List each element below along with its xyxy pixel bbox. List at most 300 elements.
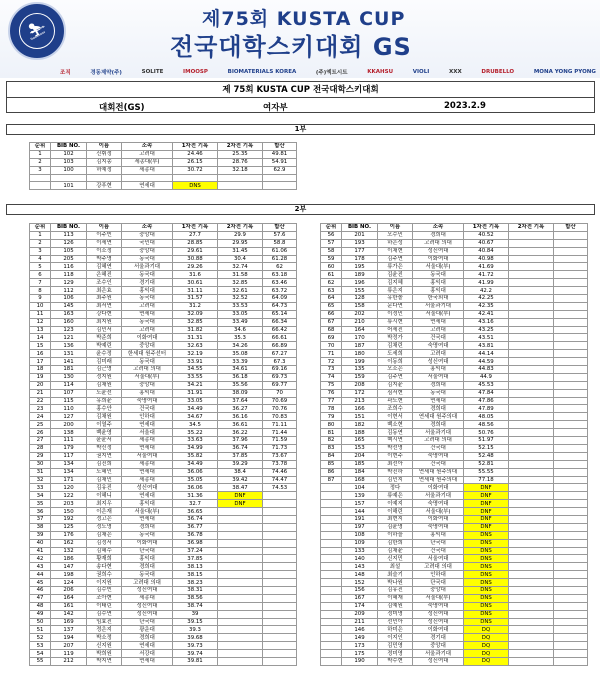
cell-bib: 151 [342,413,378,421]
cell-bib: 140 [342,555,378,563]
cell-bib: 148 [342,571,378,579]
cell-rank [321,579,342,587]
cell-run1: 42.35 [464,302,509,310]
cell-run2 [509,547,554,555]
results-title: 제 75회 KUSTA CUP 전국대학스키대회 [222,85,379,95]
cell-rank: 1 [30,231,51,239]
cell-bib: 155 [342,287,378,295]
col-header-run1: 1차전 기록 [464,224,509,232]
cell-bib: 188 [342,429,378,437]
cell-total: 74.53 [263,484,297,492]
cell-run2 [218,579,263,587]
cell-rank: 41 [30,547,51,555]
table-row [30,610,297,618]
cell-team: 숙명여대 [413,523,464,531]
cell-total [554,563,588,571]
cell-rank [321,531,342,539]
cell-total [554,650,588,658]
cell-run1: 43.25 [464,326,509,334]
results-header [6,81,595,113]
cell-run2 [509,405,554,413]
cell-run2 [509,563,554,571]
cell-run1: DNS [464,547,509,555]
cell-bib: 208 [342,381,378,389]
cell-team: 동국대 [122,358,173,366]
cell-total [554,279,588,287]
cell-team: 연세대 [122,642,173,650]
cell-bib: 187 [342,342,378,350]
table-row [30,287,297,295]
cell-team: 단국대 [413,539,464,547]
cell-run2: DNF [218,492,263,500]
cell-run1: 51.97 [464,437,509,445]
cell-total [554,586,588,594]
cell-rank: 3 [30,166,51,174]
table-row [321,413,588,421]
cell-team: 연세대 [122,182,173,190]
cell-rank: 52 [30,634,51,642]
cell-run2 [218,657,263,665]
table-row [321,373,588,381]
cell-run1: 34.21 [173,381,218,389]
cell-team: 연세대 [122,657,173,665]
col-header-name: 이름 [378,224,413,232]
cell-bib: 138 [51,429,87,437]
table-row [321,626,588,634]
sponsor-logo: KKAHSU [367,68,394,75]
cell-name: 강푸현 [87,182,122,190]
cell-run1: DQ [464,657,509,665]
cell-name: 김혜연 [87,263,122,271]
cell-rank: 25 [30,421,51,429]
cell-total [554,318,588,326]
cell-team: 서울여대 [413,555,464,563]
cell-bib: 186 [51,555,87,563]
cell-name: 도혜인 [87,468,122,476]
cell-team: 서울대(부) [413,310,464,318]
cell-run2 [509,342,554,350]
cell-rank: 7 [30,279,51,287]
table-row [30,531,297,539]
cell-run1: 28.85 [173,239,218,247]
cell-rank [30,182,51,190]
cell-run1: 37.85 [173,555,218,563]
cell-rank [321,563,342,571]
cell-run2 [509,255,554,263]
table-row [321,444,588,452]
cell-name: 김유진 [378,586,413,594]
cell-team: 중앙대 [413,642,464,650]
cell-run2 [218,594,263,602]
cell-run1: DNS [464,571,509,579]
cell-name: 황재희 [87,555,122,563]
cell-team: 서울대(부) [413,594,464,602]
cell-bib: 121 [51,334,87,342]
table-row [321,279,588,287]
cell-name: 이동희 [378,358,413,366]
cell-name: 정도영 [87,523,122,531]
cell-bib: 180 [342,350,378,358]
cell-bib: 164 [51,594,87,602]
cell-rank: 56 [321,231,342,239]
cell-rank: 74 [321,373,342,381]
cell-team: 이화여대 [413,515,464,523]
cell-bib: 162 [51,539,87,547]
cell-name: 김유진 [87,484,122,492]
cell-name [87,174,122,182]
cell-name: 이지원 [87,579,122,587]
cell-run2 [509,247,554,255]
cell-bib: 160 [51,318,87,326]
cell-total [554,302,588,310]
cell-run1: 30.61 [173,279,218,287]
cell-name: 김채린 [378,342,413,350]
table-row [30,444,297,452]
cell-team: 동국대 [413,271,464,279]
cell-rank: 65 [321,302,342,310]
cell-run1: 38.74 [173,602,218,610]
cell-rank: 63 [321,287,342,295]
cell-bib: 153 [342,444,378,452]
table-row [30,255,297,263]
cell-bib: 135 [342,366,378,374]
cell-run2: 32.52 [218,295,263,303]
cell-run1: DQ [464,650,509,658]
cell-bib: 202 [342,310,378,318]
cell-run2 [509,287,554,295]
cell-run2: 34.61 [218,366,263,374]
cell-run1: 34.49 [173,405,218,413]
cell-name: 박선영 [378,444,413,452]
cell-run1: 42.25 [464,295,509,303]
cell-total [263,586,297,594]
cell-name: 문다연 [378,302,413,310]
cell-run1: DNS [464,563,509,571]
cell-rank: 42 [30,555,51,563]
cell-name: 김정서 [87,539,122,547]
table-row [30,650,297,658]
sponsor-logo: 조직 [60,69,71,76]
results-table-part2-right [320,223,588,666]
table-row [321,618,588,626]
table-row [321,350,588,358]
cell-bib: 165 [342,437,378,445]
cell-run1: 32.19 [173,350,218,358]
table-row [30,247,297,255]
cell-team: 동국대 [122,255,173,263]
cell-total: 71.44 [263,429,297,437]
cell-name: 도세희 [378,350,413,358]
cell-bib: 108 [342,531,378,539]
cell-run2: 34.6 [218,326,263,334]
table-row [30,642,297,650]
cell-team: 연세대 [122,421,173,429]
cell-run1: DNF [464,484,509,492]
cell-run2 [218,626,263,634]
cell-name: 박주영 [87,255,122,263]
cell-run1: DNS [464,586,509,594]
cell-name: 오수민 [378,231,413,239]
cell-team: 건국대 [413,444,464,452]
cell-run1: 47.89 [464,405,509,413]
cell-total [554,500,588,508]
cell-run1: 43.51 [464,334,509,342]
cell-name: 박소정 [87,634,122,642]
cell-total: 64.73 [263,302,297,310]
cell-bib: 102 [51,150,87,158]
cell-run1: DNS [464,555,509,563]
cell-bib: 116 [51,263,87,271]
cell-rank: 68 [321,326,342,334]
cell-team: 경기대 [122,279,173,287]
cell-run2 [509,350,554,358]
table-row [321,476,588,484]
table-row [30,263,297,271]
cell-run1: 34.5 [173,421,218,429]
cell-rank: 70 [321,342,342,350]
cell-run1: 31.31 [173,334,218,342]
table-row [30,594,297,602]
skier-icon: ⛷ [19,13,55,49]
table-row [321,531,588,539]
sponsor-logo: BIOMATERIALS KOREA [227,68,297,75]
cell-name: 어세진 [378,326,413,334]
cell-rank: 79 [321,413,342,421]
table-row [30,158,297,166]
cell-bib: 132 [51,547,87,555]
cell-name: 박수현 [378,657,413,665]
cell-total [554,594,588,602]
cell-total: 63.18 [263,271,297,279]
cell-total [263,508,297,516]
section-label-part2: 2부 [6,204,595,215]
cell-run2 [509,295,554,303]
cell-rank [321,539,342,547]
cell-team: 동국대 [122,271,173,279]
cell-total [554,531,588,539]
table-row [321,547,588,555]
cell-run1: DNS [464,618,509,626]
cell-team: 광운대 [122,626,173,634]
cell-bib: 122 [51,492,87,500]
cell-run2 [218,571,263,579]
col-header-team: 소속 [413,224,464,232]
cell-run2: 36.61 [218,421,263,429]
cell-total [554,366,588,374]
cell-rank: 53 [30,642,51,650]
cell-team: 고려대 [413,326,464,334]
table-row [321,555,588,563]
cell-run1: 35.22 [173,429,218,437]
cell-team: 세종대 [122,460,173,468]
table-row [30,468,297,476]
cell-run2 [509,650,554,658]
cell-run1: DNF [464,492,509,500]
cell-total: 61.06 [263,247,297,255]
cell-team: 서울과기대 [413,492,464,500]
cell-team: 세종대 [122,437,173,445]
cell-total: 74.47 [263,476,297,484]
cell-run2 [509,381,554,389]
cell-rank [321,594,342,602]
cell-name: 이세연 [87,239,122,247]
cell-team: 연세대 [122,468,173,476]
cell-run2 [509,334,554,342]
cell-team: 연세대 [122,515,173,523]
cell-run2 [509,492,554,500]
cell-team: 고려대 [413,350,464,358]
cell-bib: 169 [51,618,87,626]
cell-run1: 40.67 [464,239,509,247]
cell-name: 이현주 [378,452,413,460]
cell-team: 성신여대 [413,247,464,255]
cell-run2 [509,642,554,650]
cell-run2: 33.05 [218,310,263,318]
table-row [30,350,297,358]
cell-rank: 1 [30,150,51,158]
cell-rank: 73 [321,366,342,374]
cell-team: 건국대 [413,547,464,555]
cell-team: 세종대(부) [122,158,173,166]
event-name: 대회전(GS) [99,103,145,113]
table-row [321,515,588,523]
sponsor-logo: VIOLI [412,68,430,75]
cell-bib: 211 [342,618,378,626]
cell-run1: 31.2 [173,302,218,310]
cell-team: 동국대 [122,531,173,539]
cell-bib: 117 [51,452,87,460]
cell-team: 연세대 [122,492,173,500]
cell-name: 이은재 [87,508,122,516]
col-header-rank: 순위 [30,143,51,151]
cell-name: 신지민 [378,555,413,563]
banner-title-line1: 제75회 KUSTA CUP [202,8,406,30]
header-divider [7,97,594,98]
cell-run1: DNS [464,579,509,587]
cell-name: 송다현 [87,563,122,571]
cell-team: 경희대 [413,421,464,429]
cell-total [554,468,588,476]
cell-run1: DNF [464,515,509,523]
cell-total: 69.16 [263,366,297,374]
cell-run1: 34.49 [173,460,218,468]
cell-run1: 55.55 [464,468,509,476]
cell-rank: 9 [30,295,51,303]
cell-rank [321,492,342,500]
cell-name: 오소은 [378,366,413,374]
col-header-name: 이름 [87,143,122,151]
cell-bib: 130 [51,373,87,381]
cell-run2 [218,642,263,650]
cell-total [554,334,588,342]
cell-name: 하미은 [378,626,413,634]
cell-run2 [509,271,554,279]
cell-bib: 181 [51,366,87,374]
cell-team: 중앙대 [122,231,173,239]
cell-rank: 76 [321,389,342,397]
cell-total [263,547,297,555]
col-header-name: 이름 [87,224,122,232]
cell-bib: 105 [51,247,87,255]
table-row [30,358,297,366]
cell-run2 [509,389,554,397]
cell-run2: 33.53 [218,302,263,310]
cell-name: 도윤선 [87,389,122,397]
cell-name: 류예은 [378,492,413,500]
cell-run1: DNS [464,539,509,547]
cell-total [554,437,588,445]
cell-rank: 75 [321,381,342,389]
cell-bib: 118 [51,271,87,279]
table-row [321,484,588,492]
cell-team: 단국대 [122,618,173,626]
cell-rank: 33 [30,484,51,492]
cell-rank: 29 [30,452,51,460]
cell-run1: 24.46 [173,150,218,158]
cell-team [122,174,173,182]
cell-name: 정미영 [378,610,413,618]
cell-rank: 60 [321,263,342,271]
cell-bib: 150 [51,508,87,516]
col-header-bib: BIB NO. [51,224,87,232]
cell-run2: 37.96 [218,437,263,445]
cell-run1: 40.98 [464,255,509,263]
cell-total [263,594,297,602]
cell-bib: 206 [51,586,87,594]
col-header-total: 합산 [263,224,297,232]
cell-team: 성신여대 [413,610,464,618]
cell-run1: 39.81 [173,657,218,665]
cell-run2: 39.42 [218,476,263,484]
cell-run2 [509,239,554,247]
cell-name: 이태린 [87,602,122,610]
cell-run2 [218,602,263,610]
cell-team: 연세대 [413,397,464,405]
cell-total [263,579,297,587]
cell-run1: 31.82 [173,326,218,334]
cell-run1: 31.6 [173,271,218,279]
cell-team: 연세대 [413,318,464,326]
table-row [321,358,588,366]
cell-rank: 35 [30,500,51,508]
cell-run2 [509,508,554,516]
cell-run1: DNS [464,602,509,610]
cell-run2 [218,508,263,516]
cell-run2: 32.61 [218,287,263,295]
cell-run2 [509,279,554,287]
cell-run2 [509,444,554,452]
cell-run2: 29.9 [218,231,263,239]
cell-rank [321,484,342,492]
cell-run2: 25.35 [218,150,263,158]
table-row [321,586,588,594]
table-row [30,484,297,492]
cell-total: 74.46 [263,468,297,476]
cell-run1: 38.56 [173,594,218,602]
cell-team: 홍익대 [122,500,173,508]
cell-run1: 43.16 [464,318,509,326]
cell-name: 김지혜 [378,279,413,287]
cell-rank: 54 [30,650,51,658]
cell-bib: 128 [342,295,378,303]
cell-run2 [509,231,554,239]
cell-rank [321,515,342,523]
cell-bib: 194 [51,634,87,642]
cell-team: 이화여대 [413,626,464,634]
cell-team: 성신여대 [413,618,464,626]
cell-total [554,610,588,618]
cell-total [554,421,588,429]
